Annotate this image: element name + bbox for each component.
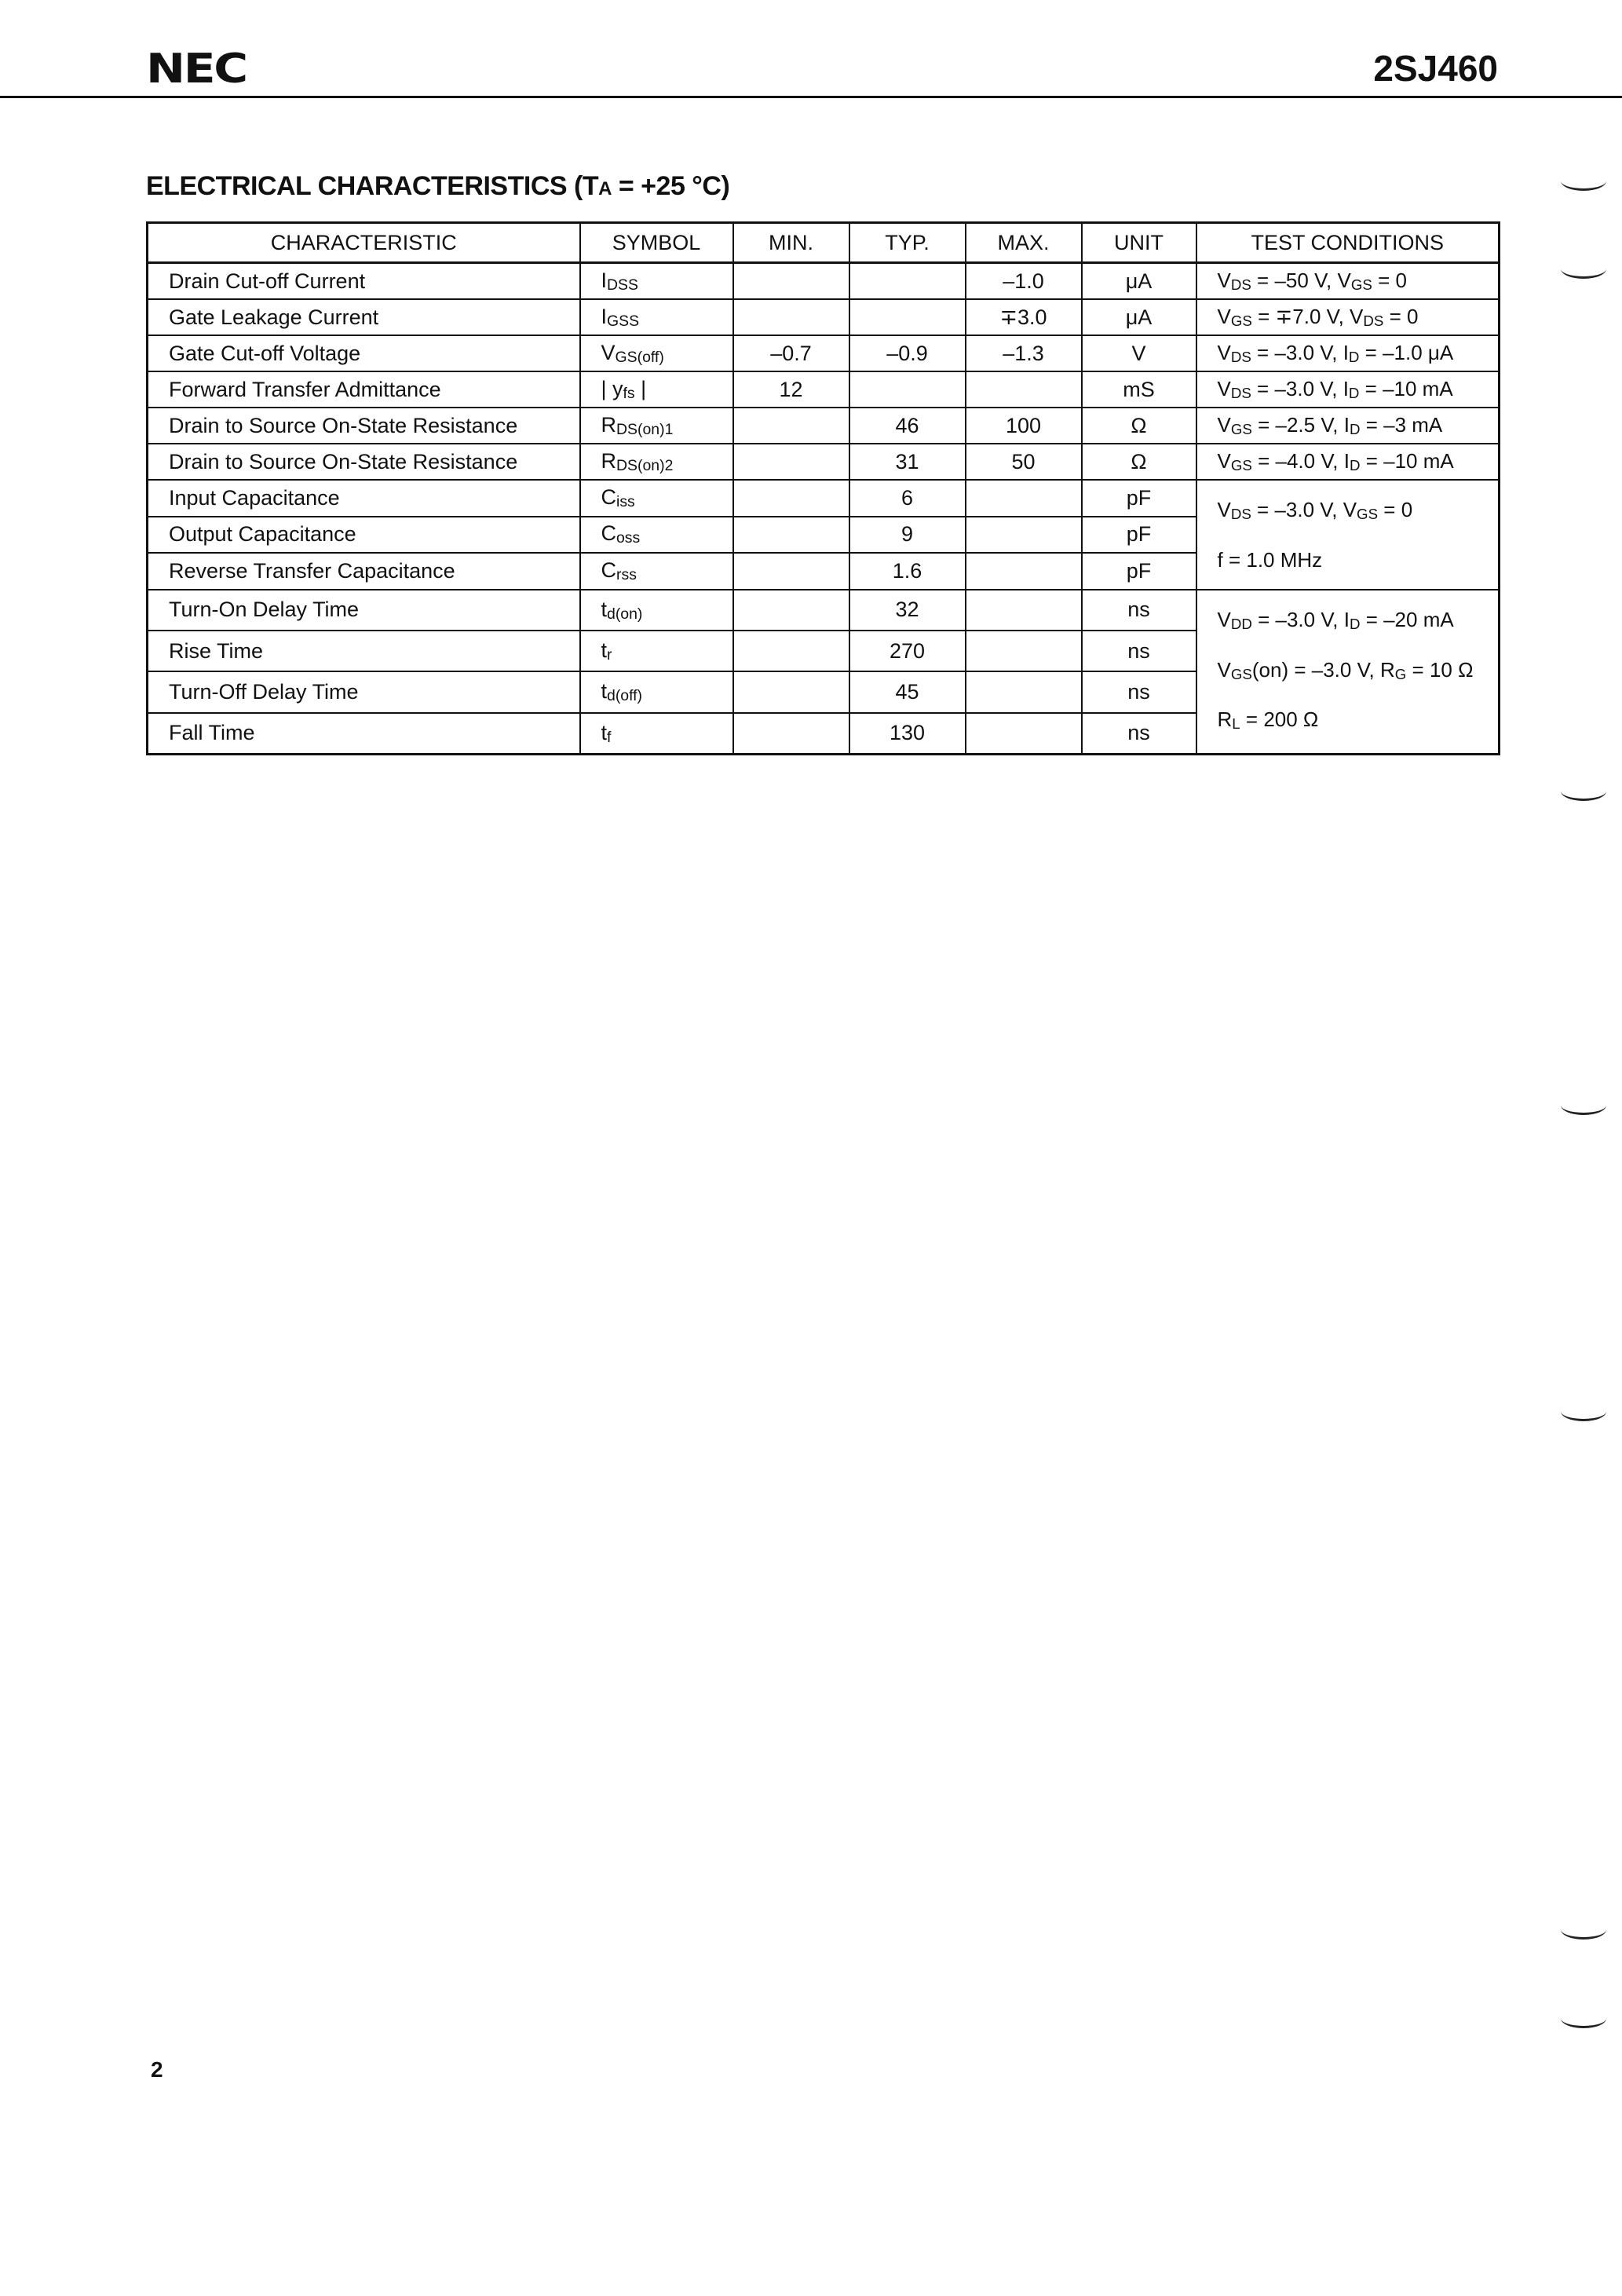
symbol-main: C [601,558,616,583]
symbol-cell [580,553,733,590]
min-cell [733,480,849,517]
symbol-main: t [601,638,608,662]
symbol-cell [580,371,733,408]
test-condition-cell: $V_{GS} = -4.0$ V, $I_D = -10$ mA [1196,444,1500,480]
unit-cell: pF [1082,517,1196,554]
binder-hole-mark [1561,2009,1606,2028]
symbol-main: C [601,484,616,509]
binder-hole-mark [1561,259,1606,279]
table-row [148,335,1500,371]
typ-cell [849,263,966,300]
unit-cell: μA [1082,263,1196,300]
condition-line: $V_{DS} = -3.0$ V, $V_{GS} = 0$ [1217,498,1413,522]
typ-cell: –0.9 [849,335,966,371]
header-max: MAX. [966,223,1082,263]
table-header-row [148,223,1500,263]
characteristic-cell: Forward Transfer Admittance [148,371,580,408]
electrical-characteristics-table [146,221,1500,755]
max-cell: 50 [966,444,1082,480]
symbol-main: t [601,597,608,621]
min-cell [733,713,849,755]
header-unit: UNIT [1082,223,1196,263]
typ-cell: 6 [849,480,966,517]
test-condition-cell: $V_{GS} = \mp 7.0$ V, $V_{DS} = 0$ [1196,299,1500,335]
min-cell: 12 [733,371,849,408]
symbol-cell [580,335,733,371]
max-cell: 100 [966,408,1082,444]
capacitance-conditions-cell [1196,480,1500,590]
part-number: 2SJ460 [1373,48,1498,89]
characteristic-cell: Drain to Source On-State Resistance [148,408,580,444]
condition-line: f = 1.0 MHz [1217,547,1323,572]
min-cell [733,408,849,444]
unit-cell: ns [1082,713,1196,755]
max-cell: ∓3.0 [966,299,1082,335]
min-cell [733,590,849,631]
test-condition-cell: $V_{DS} = -3.0$ V, $I_D = -1.0$ μA [1196,335,1500,371]
switching-conditions-cell [1196,590,1500,755]
symbol-cell [580,590,733,631]
symbol-cell [580,480,733,517]
table-row [148,444,1500,480]
condition-line: $V_{GS}(on) = -3.0$ V, $R_G = 10$ Ω [1217,657,1474,682]
symbol-subscript: d(off) [607,687,643,705]
symbol-subscript: rss [616,565,637,583]
unit-cell: pF [1082,553,1196,590]
symbol-subscript: f [607,728,612,746]
symbol-main: t [601,679,608,704]
max-cell [966,713,1082,755]
symbol-cell [580,299,733,335]
max-cell [966,480,1082,517]
unit-cell: μA [1082,299,1196,335]
characteristic-cell: Drain to Source On-State Resistance [148,444,580,480]
header-symbol: SYMBOL [580,223,733,263]
symbol-subscript: DS(on)2 [616,456,674,474]
typ-cell: 9 [849,517,966,554]
binder-hole-mark [1561,781,1606,801]
test-condition-cell: $V_{DS} = -3.0$ V, $I_D = -10$ mA [1196,371,1500,408]
unit-cell: V [1082,335,1196,371]
symbol-cell [580,408,733,444]
max-cell: –1.3 [966,335,1082,371]
binder-hole-mark [1561,1095,1606,1115]
symbol-main: C [601,521,616,546]
nec-logo: NEC [146,46,247,93]
condition-line: $V_{DD} = -3.0$ V, $I_D = -20$ mA [1217,607,1454,632]
header-characteristic: CHARACTERISTIC [148,223,580,263]
typ-cell: 45 [849,671,966,712]
symbol-main: R [601,448,616,473]
symbol-main: | y [601,376,623,400]
typ-cell: 130 [849,713,966,755]
test-condition-cell: $V_{GS} = -2.5$ V, $I_D = -3$ mA [1196,408,1500,444]
min-cell [733,299,849,335]
min-cell [733,671,849,712]
unit-cell: pF [1082,480,1196,517]
symbol-main: t [601,720,608,744]
unit-cell: mS [1082,371,1196,408]
symbol-subscript: DSS [607,276,638,294]
symbol-subscript: oss [616,529,641,547]
characteristic-cell: Reverse Transfer Capacitance [148,553,580,590]
typ-cell: 1.6 [849,553,966,590]
typ-cell [849,371,966,408]
table-row [148,263,1500,300]
binder-hole-mark [1561,171,1606,191]
characteristic-cell: Output Capacitance [148,517,580,554]
min-cell: –0.7 [733,335,849,371]
characteristic-cell: Turn-Off Delay Time [148,671,580,712]
characteristic-cell: Turn-On Delay Time [148,590,580,631]
table-row [148,480,1500,517]
characteristic-cell: Drain Cut-off Current [148,263,580,300]
max-cell: –1.0 [966,263,1082,300]
unit-cell: Ω [1082,444,1196,480]
header-test-conditions: TEST CONDITIONS [1196,223,1500,263]
typ-cell: 32 [849,590,966,631]
table-row [148,371,1500,408]
symbol-subscript: d(on) [607,605,643,623]
symbol-cell [580,671,733,712]
characteristic-cell: Fall Time [148,713,580,755]
table-row [148,590,1500,631]
symbol-subscript: fs [623,384,635,402]
header-min: MIN. [733,223,849,263]
min-cell [733,553,849,590]
symbol-main: R [601,412,616,437]
characteristic-cell: Rise Time [148,631,580,671]
symbol-cell [580,444,733,480]
symbol-cell [580,263,733,300]
min-cell [733,263,849,300]
symbol-cell [580,713,733,755]
max-cell [966,371,1082,408]
characteristic-cell: Gate Cut-off Voltage [148,335,580,371]
unit-cell: ns [1082,590,1196,631]
symbol-subscript: GSS [607,312,640,330]
max-cell [966,517,1082,554]
binder-hole-mark [1561,1402,1606,1421]
symbol-cell [580,517,733,554]
binder-hole-mark [1561,1920,1606,1940]
symbol-subscript: GS(off) [615,348,664,366]
header-rule [0,96,1622,98]
unit-cell: Ω [1082,408,1196,444]
typ-cell: 270 [849,631,966,671]
condition-line: $R_L = 200$ Ω [1217,707,1319,733]
min-cell [733,444,849,480]
symbol-main: I [601,268,608,292]
symbol-main: I [601,304,608,328]
max-cell [966,631,1082,671]
max-cell [966,553,1082,590]
test-condition-cell: $V_{DS} = -50$ V, $V_{GS} = 0$ [1196,263,1500,300]
table-row [148,408,1500,444]
max-cell [966,590,1082,631]
characteristic-cell: Gate Leakage Current [148,299,580,335]
symbol-cell [580,631,733,671]
unit-cell: ns [1082,631,1196,671]
min-cell [733,517,849,554]
characteristic-cell: Input Capacitance [148,480,580,517]
symbol-tail: | [634,376,647,400]
section-title: ELECTRICAL CHARACTERISTICS (TA = +25 °C) [146,171,730,201]
header-typ: TYP. [849,223,966,263]
page-number: 2 [151,2057,163,2082]
symbol-subscript: r [607,645,612,664]
symbol-main: V [601,340,616,364]
typ-cell: 46 [849,408,966,444]
max-cell [966,671,1082,712]
unit-cell: ns [1082,671,1196,712]
symbol-subscript: iss [616,492,635,510]
symbol-subscript: DS(on)1 [616,420,674,438]
typ-cell: 31 [849,444,966,480]
table-row [148,299,1500,335]
typ-cell [849,299,966,335]
min-cell [733,631,849,671]
